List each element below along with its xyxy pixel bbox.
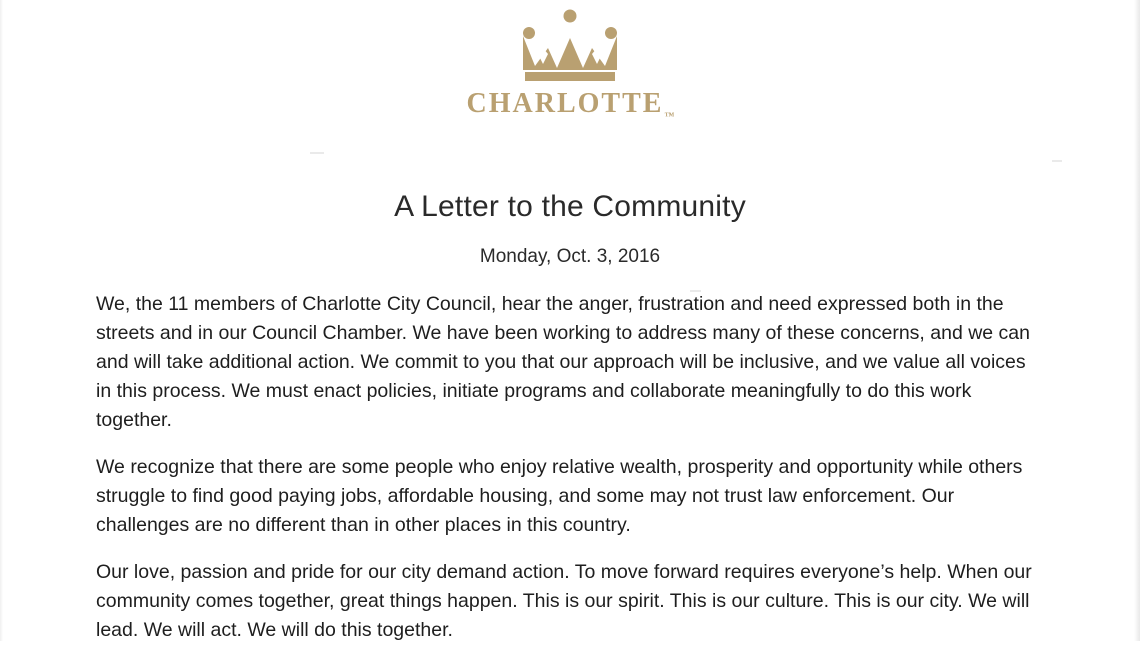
- page-edge-right: [1134, 0, 1140, 641]
- paragraph: We recognize that there are some people who enjoy relative wealth, prosperity and opportunity while others struggle to find good paying jobs, affordable housing, and some may not trust law enforcement. Our challenges are no different than in other places in this country.: [96, 456, 1023, 536]
- wordmark-text: CHARLOTTE: [466, 88, 664, 119]
- page-title: A Letter to the Community: [394, 190, 746, 223]
- document-date: Monday, Oct. 3, 2016: [479, 246, 661, 267]
- paragraph: Our love, passion and pride for our city demand action. To move forward requires everyone’s help. When our community comes together, great things happen. This is our spirit. This is our culture. This is our city. We will lead. We will act. We will do this together.: [96, 561, 1032, 641]
- wordmark: [0, 88, 1140, 120]
- letter-body: [96, 268, 1044, 645]
- scan-artifact: [310, 152, 324, 154]
- paragraph: We, the 11 members of Charlotte City Council, hear the anger, frustration and need expressed both in the streets and in our Council Chamber. We have been working to address many of these concerns, and we can and will take additional action. We commit to you that our approach will be inclusive, and we value all voices in this process. We must enact policies, initiate programs and collaborate meaningfully to do this work together.: [96, 293, 1030, 431]
- city-logo: [0, 0, 1140, 120]
- crown-icon: [505, 8, 635, 86]
- scan-artifact: [1052, 160, 1062, 162]
- scan-artifact: [690, 290, 701, 292]
- trademark-symbol: ™: [664, 111, 675, 122]
- page-edge-left: [0, 0, 3, 641]
